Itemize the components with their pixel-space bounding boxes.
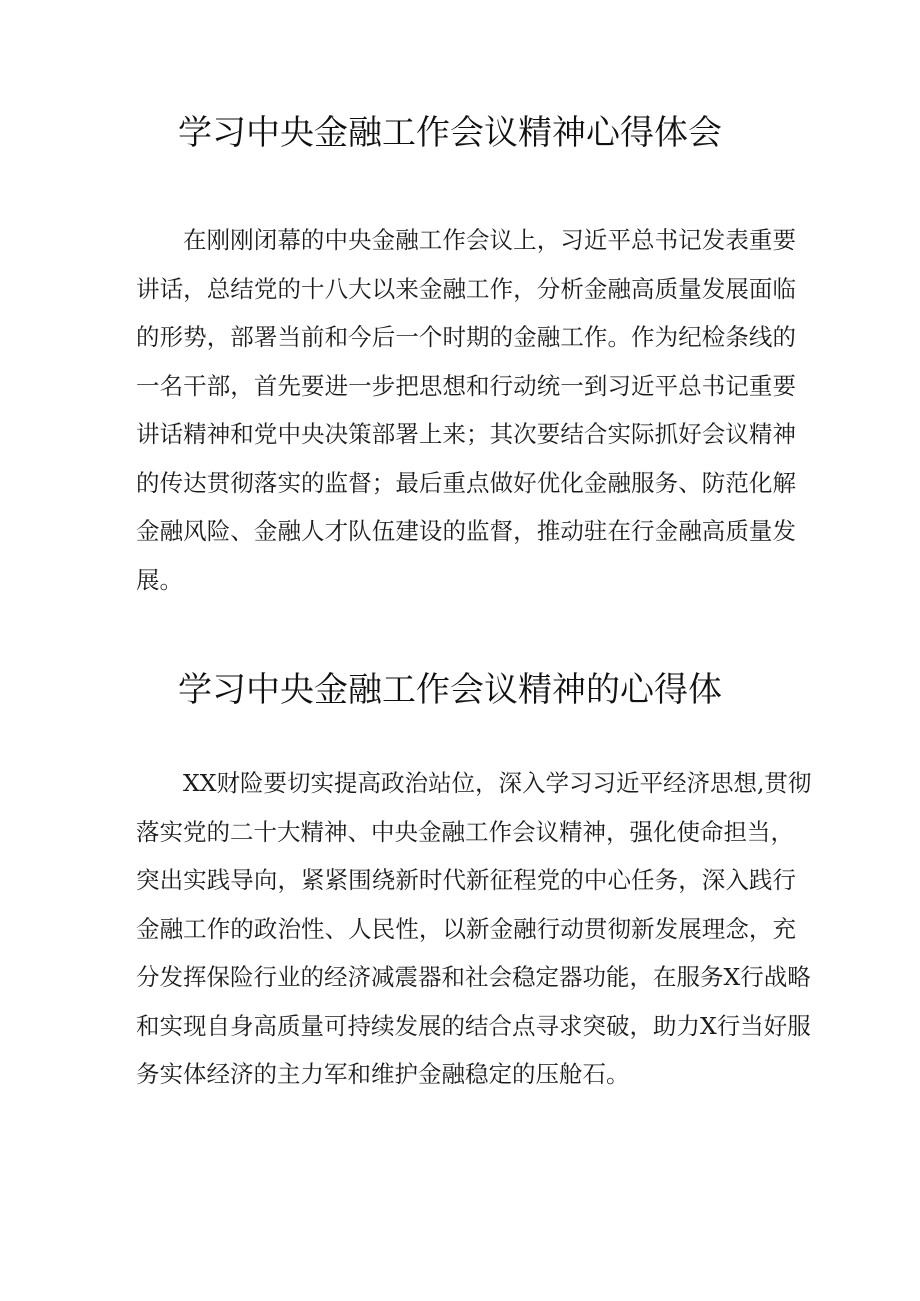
paragraph-line: 金融工作的政治性、人民性，以新金融行动贯彻新发展理念，充 [136, 914, 796, 943]
paragraph-line: 落实党的二十大精神、中央金融工作会议精神，强化使命担当， [136, 817, 794, 846]
section-2-paragraph [136, 759, 812, 1099]
paragraph-line: 和实现自身高质量可持续发展的结合点寻求突破，助力X行当好服 [136, 1011, 811, 1040]
paragraph-line: 突出实践导向，紧紧围绕新时代新征程党的中心任务，深入践行 [136, 866, 796, 894]
paragraph-line: 讲话精神和党中央决策部署上来；其次要结合实际抓好会议精神 [136, 420, 796, 448]
paragraph-line: 展。 [136, 565, 183, 594]
section-2-title: 学习中央金融工作会议精神的心得体 [178, 670, 722, 710]
paragraph-line: 一名干部，首先要进一步把思想和行动统一到习近平总书记重要 [136, 371, 796, 400]
paragraph-line: 务实体经济的主力军和维护金融稳定的压舱石。 [136, 1060, 630, 1088]
paragraph-line: 分发挥保险行业的经济减震器和社会稳定器功能，在服务X行战略 [136, 963, 811, 991]
paragraph-line: 的形势，部署当前和今后一个时期的金融工作。作为纪检条线的 [136, 323, 796, 351]
paragraph-line: 金融风险、金融人才队伍建设的监督，推动驻在行金融高质量发 [136, 517, 796, 545]
paragraph-line: 讲话，总结党的十八大以来金融工作，分析金融高质量发展面临 [136, 274, 796, 303]
section-1-paragraph [136, 216, 796, 604]
paragraph-line: 在刚刚闭幕的中央金融工作会议上，习近平总书记发表重要 [183, 226, 796, 254]
paragraph-line: XX财险要切实提高政治站位，深入学习习近平经济思想,贯彻 [183, 769, 812, 797]
paragraph-line: 的传达贯彻落实的监督；最后重点做好优化金融服务、防范化解 [136, 468, 796, 497]
section-1-title: 学习中央金融工作会议精神心得体会 [178, 113, 722, 153]
